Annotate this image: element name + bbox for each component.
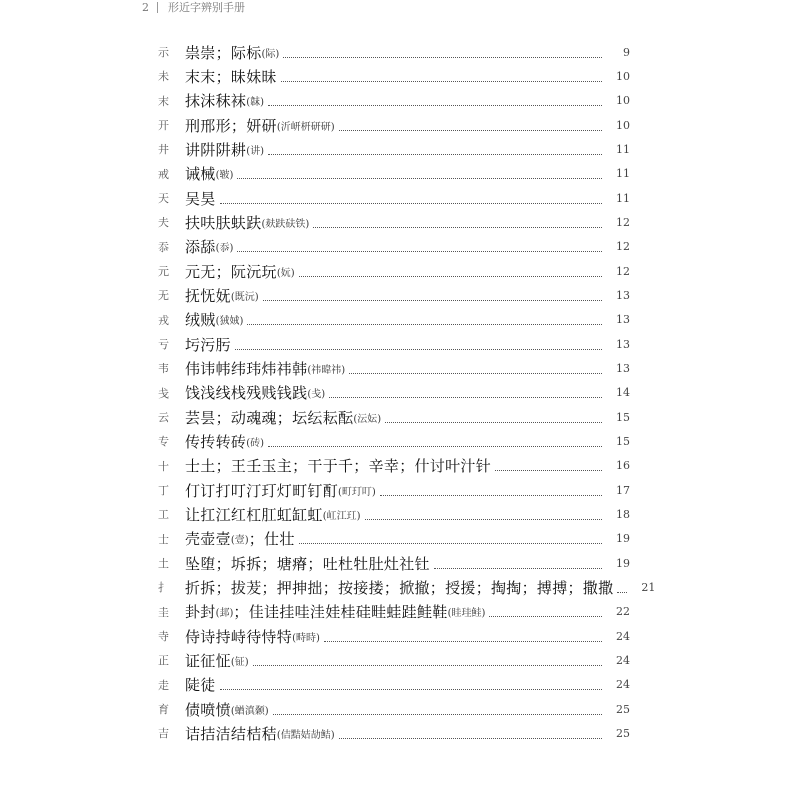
- toc-entry: 卦封: [185, 603, 216, 622]
- toc-radical: 走: [158, 678, 169, 692]
- toc-note: (邽): [215, 608, 234, 620]
- toc-note: (屸江玒): [322, 510, 361, 522]
- toc-radical: 扌: [158, 581, 169, 595]
- toc-leader-dots: [380, 495, 602, 496]
- toc-entry: 元无；阮沅玩: [185, 262, 277, 281]
- toc-note: (眭珪鲑): [447, 608, 486, 620]
- toc-radical: 开: [158, 119, 169, 133]
- toc-page-number: 12: [616, 240, 630, 254]
- toc-leader-dots: [237, 178, 602, 179]
- toc-row: [150, 162, 630, 186]
- running-header: [142, 0, 245, 14]
- toc-radical: 云: [158, 411, 169, 425]
- toc-page-number: 16: [616, 459, 630, 473]
- toc-leader-dots: [365, 519, 602, 520]
- toc-radical: 吉: [158, 727, 169, 741]
- toc-entry: 末末；昧妹昧: [185, 67, 277, 86]
- toc-row: [150, 624, 630, 648]
- toc-leader-dots: [283, 57, 602, 58]
- toc-leader-dots: [237, 251, 602, 252]
- toc-radical: 十: [158, 459, 169, 473]
- toc-radical: 亏: [158, 338, 169, 352]
- toc-entry: 传抟转砖: [185, 432, 247, 451]
- toc-page-number: 13: [616, 313, 630, 327]
- toc-row: [150, 551, 630, 575]
- toc-radical: 专: [158, 435, 169, 449]
- toc-row: [150, 454, 630, 478]
- toc-row: [150, 502, 630, 526]
- toc-note: (既沅): [230, 291, 259, 303]
- toc-radical: 夫: [158, 216, 169, 230]
- toc-page-number: 10: [616, 69, 630, 83]
- toc-page-number: 15: [616, 410, 630, 424]
- toc-entry: 饯浅线栈残贱钱践: [185, 384, 308, 403]
- toc-row: [150, 308, 630, 332]
- header-divider: [157, 2, 158, 13]
- toc-leader-dots: [617, 592, 627, 593]
- toc-note: (壹): [230, 535, 249, 547]
- toc-radical: 育: [158, 703, 169, 717]
- toc-entry-cont: ；仕壮: [248, 530, 295, 549]
- toc-row: [150, 697, 630, 721]
- toc-leader-dots: [324, 641, 602, 642]
- toc-radical: 圭: [158, 605, 169, 619]
- toc-note: (沄妘): [353, 413, 382, 425]
- toc-note: (狨娀): [215, 316, 244, 328]
- header-book-title: 形近字辨别手册: [168, 1, 245, 14]
- toc-radical: 元: [158, 265, 169, 279]
- toc-leader-dots: [281, 81, 602, 82]
- toc-note: (妧): [276, 267, 295, 279]
- toc-page-number: 19: [616, 532, 630, 546]
- toc-row: [150, 600, 630, 624]
- toc-entry: 让扛江红杠肛虹缸虹: [185, 505, 323, 524]
- toc-row: [150, 64, 630, 88]
- toc-row: [150, 405, 630, 429]
- toc-leader-dots: [385, 422, 602, 423]
- toc-page-number: 13: [616, 337, 630, 351]
- toc-radical: 示: [158, 46, 169, 60]
- toc-row: [150, 186, 630, 210]
- toc-radical: 寺: [158, 630, 169, 644]
- toc-page-number: 12: [616, 215, 630, 229]
- toc-note: (忝): [215, 243, 234, 255]
- toc-page-number: 13: [616, 288, 630, 302]
- toc-row: [150, 575, 656, 599]
- toc-radical: 戎: [158, 313, 169, 327]
- toc-leader-dots: [268, 154, 602, 155]
- toc-radical: 天: [158, 192, 169, 206]
- toc-leader-dots: [349, 373, 602, 374]
- header-page-number: 2: [142, 0, 149, 14]
- toc-entry: 刑邢形；妍研: [185, 116, 277, 135]
- toc-entry: 诫械: [185, 165, 216, 184]
- toc-row: [150, 356, 630, 380]
- toc-page-number: 22: [616, 605, 630, 619]
- toc-radical: 戒: [158, 167, 169, 181]
- toc-leader-dots: [273, 714, 602, 715]
- toc-note: (麸趺砆铁): [261, 218, 310, 230]
- toc-note: (畤時): [292, 632, 320, 644]
- toc-entry: 抚怃妩: [185, 286, 231, 305]
- toc-page-number: 24: [616, 653, 630, 667]
- toc-entry: 仃订打叮汀玎灯町钉酊: [185, 481, 339, 500]
- toc-leader-dots: [235, 349, 602, 350]
- toc-entry: 添舔: [185, 238, 216, 257]
- toc-leader-dots: [339, 130, 602, 131]
- toc-leader-dots: [299, 276, 602, 277]
- toc-page-number: 12: [616, 264, 630, 278]
- toc-page-number: 24: [616, 629, 630, 643]
- toc-leader-dots: [329, 397, 602, 398]
- toc-entry: 士土；王壬玉主；干于千；辛幸；什讨叶汁针: [185, 457, 492, 476]
- toc-row: [150, 235, 630, 259]
- toc-note: (韎): [246, 97, 265, 109]
- toc-radical: 土: [158, 557, 169, 571]
- toc-note: (际): [261, 48, 280, 60]
- toc-leader-dots: [434, 568, 602, 569]
- toc-page-number: 10: [616, 118, 630, 132]
- toc-page-number: 14: [616, 386, 630, 400]
- toc-page-number: 11: [616, 167, 630, 181]
- toc-row: [150, 673, 630, 697]
- toc-note: (沂岍枅研研): [276, 121, 335, 133]
- toc-page-number: 24: [616, 678, 630, 692]
- toc-page-number: 9: [623, 45, 630, 59]
- toc-row: [150, 40, 630, 64]
- toc-leader-dots: [253, 665, 602, 666]
- toc-page-number: 21: [641, 580, 656, 594]
- toc-page-number: 17: [616, 483, 630, 497]
- toc-leader-dots: [268, 105, 602, 106]
- toc-entry: 坠堕；坼拆；塘瘠；吐杜牡肚灶社钍: [185, 554, 430, 573]
- toc-entry: 证征怔: [185, 651, 231, 670]
- toc-note: (祎暐祎): [307, 364, 346, 376]
- toc-note: (佶黠姞劼鲒): [276, 729, 335, 741]
- toc-radical: 士: [158, 532, 169, 546]
- toc-leader-dots: [489, 616, 602, 617]
- toc-row: [150, 381, 630, 405]
- toc-row: [150, 113, 630, 137]
- toc-entry: 扶呋肤蚨趺: [185, 213, 262, 232]
- toc-note: (讲): [246, 145, 265, 157]
- toc-entry: 祟崇；际标: [185, 43, 262, 62]
- toc-note: (皲): [215, 170, 234, 182]
- toc-row: [150, 89, 630, 113]
- toc-page-number: 11: [616, 142, 630, 156]
- toc-radical: 忝: [158, 240, 169, 254]
- toc-leader-dots: [268, 446, 602, 447]
- toc-entry: 诘拮洁结桔秸: [185, 724, 277, 743]
- toc-row: [150, 332, 630, 356]
- toc-leader-dots: [339, 738, 602, 739]
- toc-leader-dots: [313, 227, 602, 228]
- toc-entry: 芸昙；动魂魂；坛纭耘酝: [185, 408, 354, 427]
- toc-leader-dots: [247, 324, 602, 325]
- toc-radical: 井: [158, 143, 169, 157]
- toc-entry: 讲阱阱耕: [185, 140, 247, 159]
- toc-entry: 侍诗持峙待恃特: [185, 627, 293, 646]
- toc-radical: 未: [158, 70, 169, 84]
- toc-leader-dots: [299, 543, 602, 544]
- toc-radical: 末: [158, 94, 169, 108]
- toc-entry: 陡徒: [185, 676, 216, 695]
- toc-leader-dots: [220, 689, 602, 690]
- toc-page-number: 10: [616, 94, 630, 108]
- toc-row: [150, 210, 630, 234]
- toc-row: [150, 721, 630, 745]
- toc-page-number: 18: [616, 507, 630, 521]
- toc-leader-dots: [263, 300, 602, 301]
- toc-entry-cont: ；佳诖挂哇洼娃桂硅畦蛙跬鲑鞋: [233, 603, 448, 622]
- toc-row: [150, 648, 630, 672]
- toc-entry: 壳壶壹: [185, 530, 231, 549]
- toc-row: [150, 283, 630, 307]
- toc-row: [150, 429, 630, 453]
- toc-row: [150, 527, 630, 551]
- toc-page-number: 25: [616, 702, 630, 716]
- toc-row: [150, 259, 630, 283]
- toc-entry: 抹沫秣袜: [185, 92, 247, 111]
- toc-note: (蝤滇颡): [230, 705, 269, 717]
- toc-entry: 伟讳帏纬玮炜祎韩: [185, 359, 308, 378]
- toc-note: (砖): [246, 437, 265, 449]
- toc-page-number: 19: [616, 556, 630, 570]
- toc-radical: 正: [158, 654, 169, 668]
- toc-leader-dots: [495, 470, 602, 471]
- toc-note: (戋): [307, 389, 326, 401]
- toc-note: (钲): [230, 656, 249, 668]
- toc-entry: 债喷愤: [185, 700, 231, 719]
- toc-row: [150, 137, 630, 161]
- toc-page-number: 15: [616, 434, 630, 448]
- toc-page-number: 11: [616, 191, 630, 205]
- toc-page-number: 13: [616, 361, 630, 375]
- toc-radical: 韦: [158, 362, 169, 376]
- toc-page-number: 25: [616, 726, 630, 740]
- toc-entry: 绒贼: [185, 311, 216, 330]
- toc-radical: 工: [158, 508, 169, 522]
- toc-row: [150, 478, 630, 502]
- toc-entry: 折拆；拔茇；押抻拙；按接搂；掀撤；授援；掏掏；搏搏；撒撒: [185, 578, 614, 597]
- toc-entry: 吴昊: [185, 189, 216, 208]
- toc-radical: 戋: [158, 386, 169, 400]
- toc-radical: 无: [158, 289, 169, 303]
- toc-radical: 丁: [158, 484, 169, 498]
- table-of-contents: [150, 40, 656, 746]
- toc-entry: 圬污肟: [185, 335, 231, 354]
- toc-leader-dots: [220, 203, 602, 204]
- toc-note: (町玎叮): [338, 486, 376, 498]
